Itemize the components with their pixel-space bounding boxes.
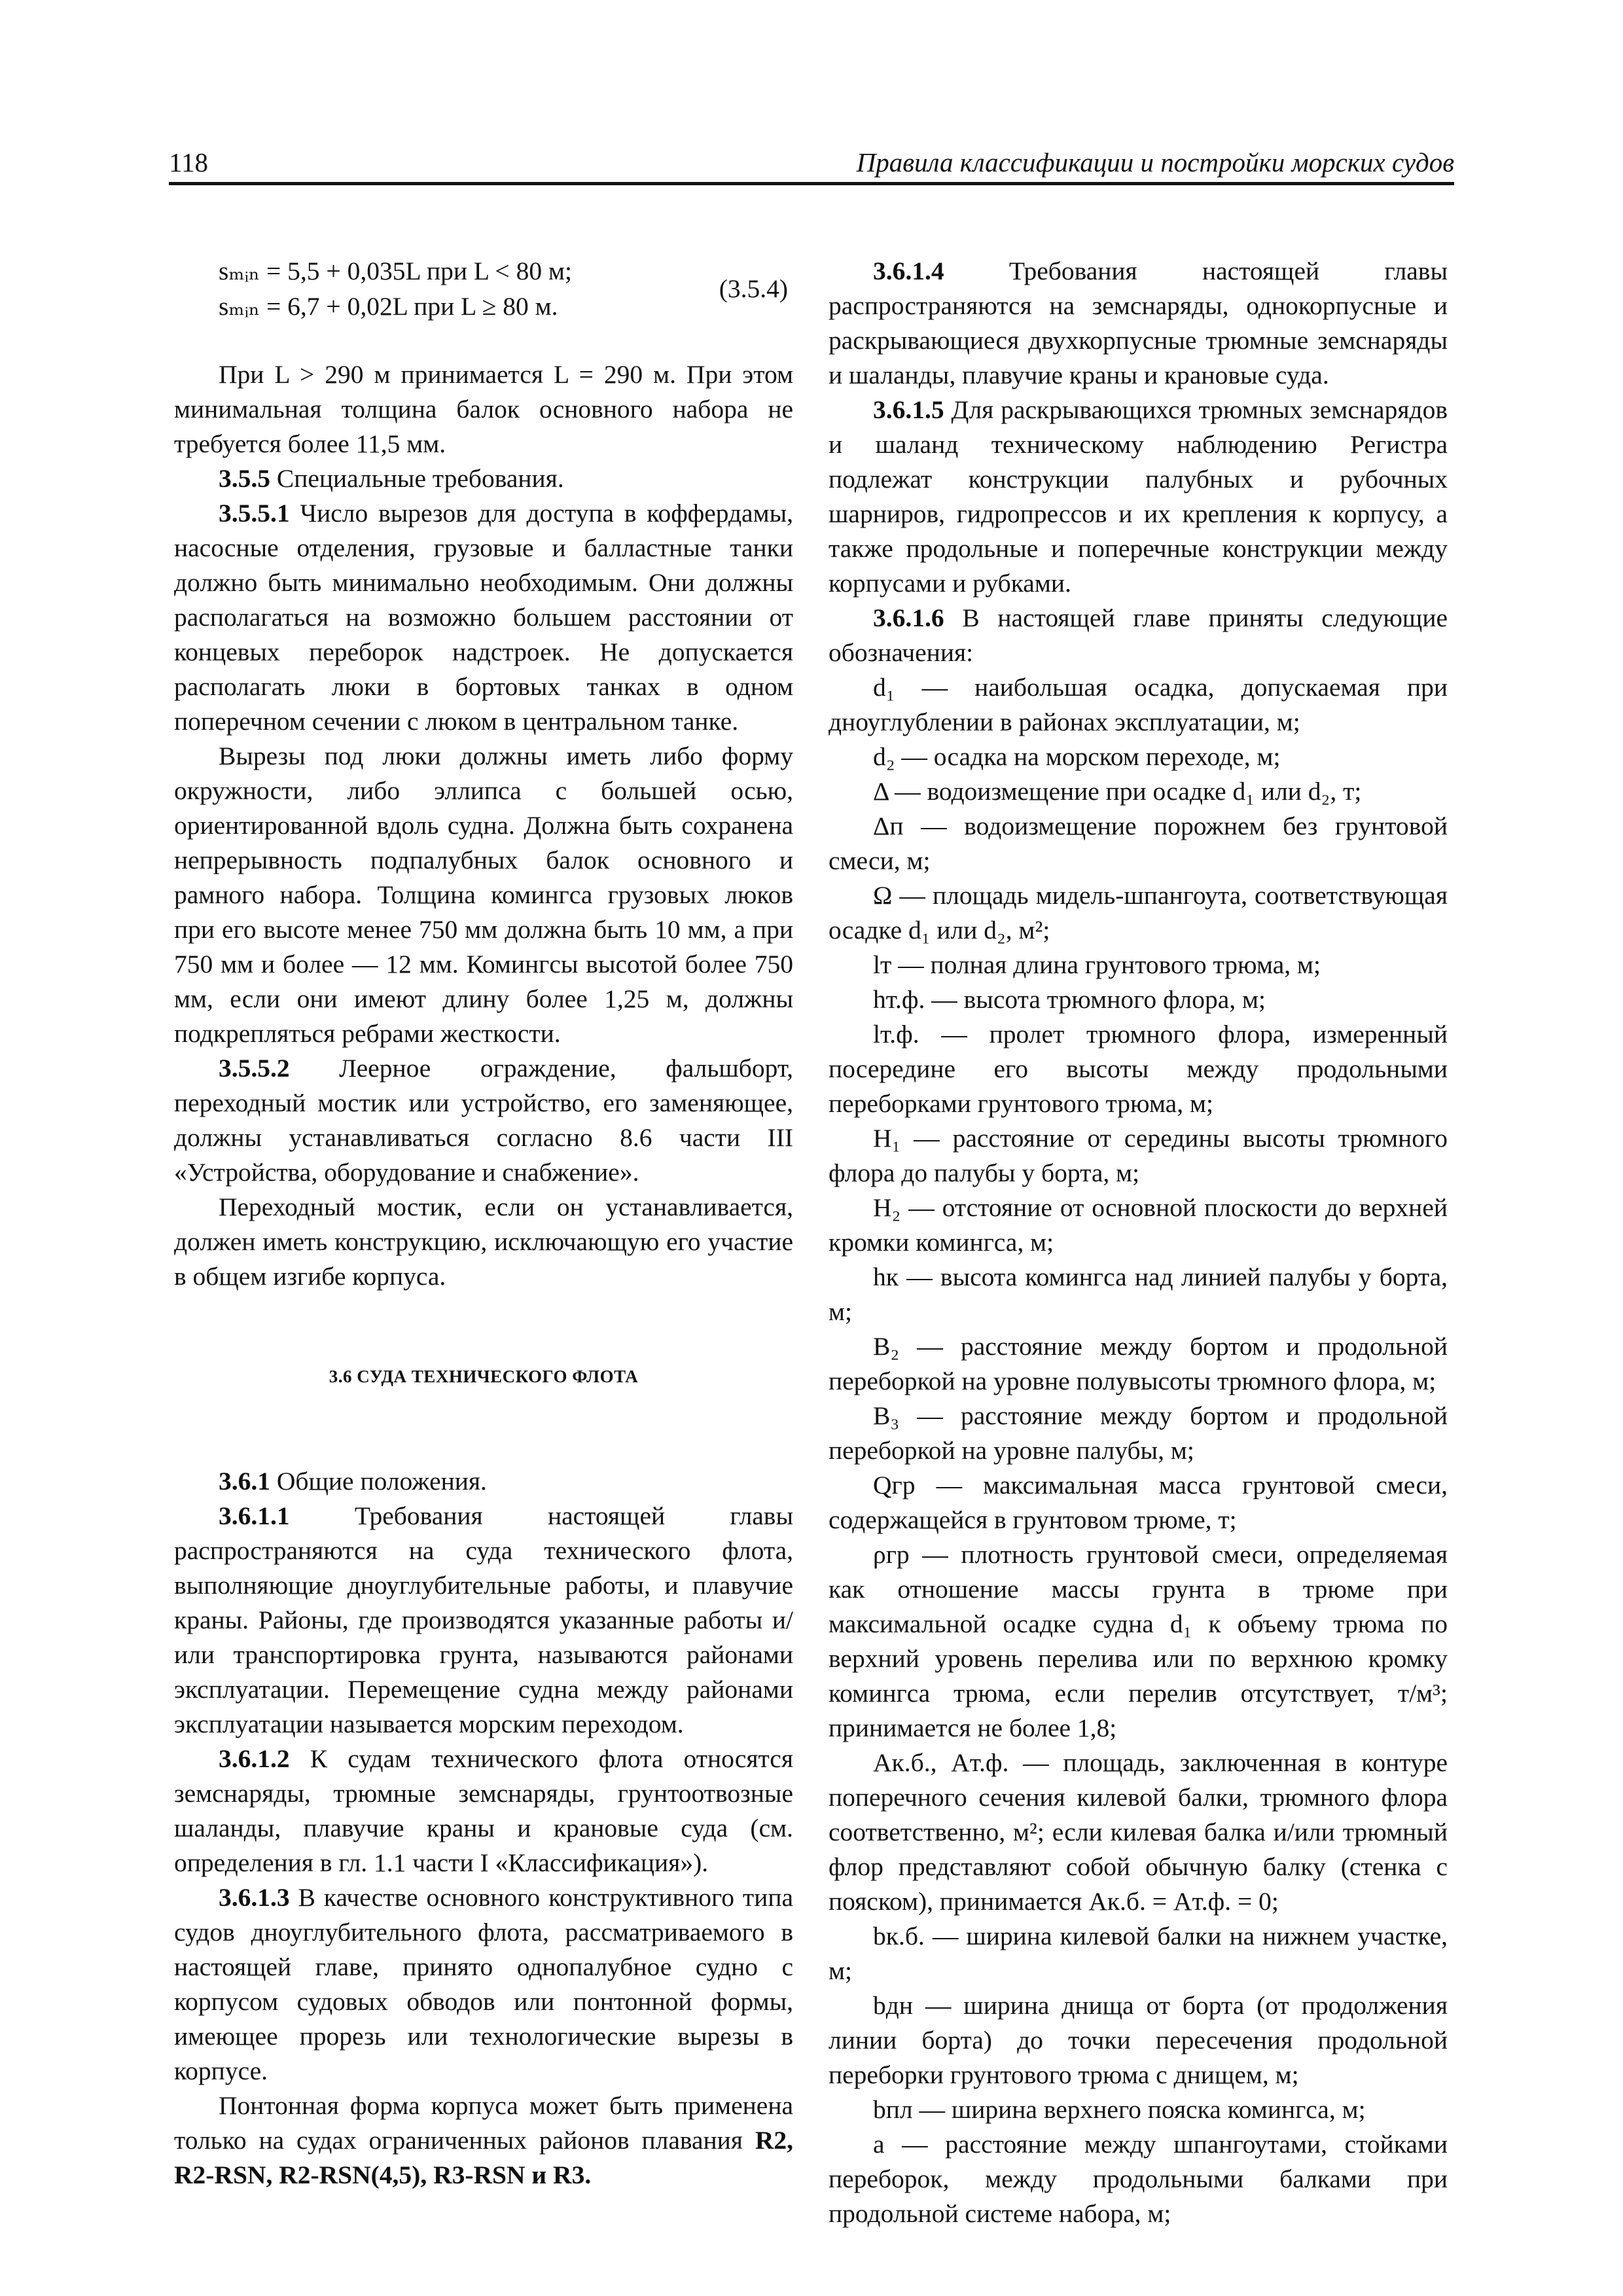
clause-text: В качестве основного конструктивного типа судов дноуглубительного флота, рассматриваемого в настоящей главе, принято однопалубное судно с корпусом судовых обводов или понтонной формы, имеющее прорезь или технологические вырезы в корпусе.: [174, 1883, 793, 2085]
formula-3-5-4: [174, 254, 793, 327]
clause-text: Требования настоящей главы распространяются на земснаряды, однокорпусные и раскрывающиеся двухкорпусные трюмные земснаряды и шаланды, плавучие краны и крановые суда.: [829, 257, 1448, 389]
paragraph-3-6-1-1: [174, 1499, 793, 1742]
definition-item: Ω — площадь мидель-шпангоута, соответствующая осадке d₁ или d₂, м²;: [829, 881, 1448, 944]
clause-text: Число вырезов для доступа в коффердамы, насосные отделения, грузовые и балластные танки должно быть минимально необходимым. Они должны располагаться на возможно большем расстоянии от концевых переборок надстроек. Не допускается располагать люки в бортовых танках в одном поперечном сечении с люком в центральном танке.: [174, 499, 793, 736]
formula-line-1: sₘᵢₙ = 5,5 + 0,035L при L < 80 м;: [219, 257, 572, 285]
definition-item: lт.ф. — пролет трюмного флора, измеренный посередине его высоты между продольными переборками грунтового трюма, м;: [829, 1020, 1448, 1118]
clause-text: К судам технического флота относятся земснаряды, трюмные земснаряды, грунтоотвозные шаланды, плавучие краны и крановые суда (см. определения в гл. 1.1 части I «Классификация»).: [174, 1744, 793, 1877]
definition-item: Δп — водоизмещение порожнем без грунтовой смеси, м;: [829, 812, 1448, 875]
paragraph-3-6-1-4: [829, 254, 1448, 393]
clause-text: Леерное ограждение, фальшборт, переходный мостик или устройство, его заменяющее, должны устанавливаться согласно 8.6 части III «Устройства, оборудование и снабжение».: [174, 1054, 793, 1187]
clause-text: Для раскрывающихся трюмных земснарядов и шаланд техническому наблюдению Регистра подлежат конструкции палубных и рубочных шарниров, гидропрессов и их крепления к корпусу, а также продольные и поперечные конструкции между корпусами и рубками.: [829, 395, 1448, 598]
paragraph-length-limit: При L > 290 м принимается L = 290 м. При этом минимальная толщина балок основного набора не требуется более 11,5 мм.: [174, 360, 793, 458]
formula-number: (3.5.4): [719, 274, 788, 303]
definition-item: Δ — водоизмещение при осадке d₁ или d₂, т;: [873, 777, 1362, 806]
navigation-area-classes: R2, R2-RSN, R2-RSN(4,5), R3-RSN и R3.: [174, 2126, 793, 2189]
clause-number: 3.5.5.1: [219, 499, 290, 528]
paragraph-gangway: Переходный мостик, если он устанавливается, должен иметь конструкцию, исключающую его участие в общем изгибе корпуса.: [174, 1193, 793, 1291]
running-title: Правила классификации и постройки морских судов: [856, 147, 1454, 177]
definition-item: H₁ — расстояние от середины высоты трюмного флора до палубы у борта, м;: [829, 1124, 1448, 1187]
definition-item: Qгр — максимальная масса грунтовой смеси, содержащейся в грунтовом трюме, т;: [829, 1471, 1448, 1534]
paragraph-3-6-1-2: [174, 1742, 793, 1880]
paragraph-3-6-1-3: [174, 1880, 793, 2089]
clause-number: 3.6.1.2: [219, 1744, 290, 1773]
clause-number: 3.6.1: [219, 1467, 270, 1496]
page-header: [169, 143, 1454, 185]
clause-number: 3.6.1.6: [873, 603, 944, 632]
definition-item: hк — высота комингса над линией палубы у борта, м;: [829, 1263, 1448, 1326]
definition-item: Aк.б., Aт.ф. — площадь, заключенная в контуре поперечного сечения килевой балки, трюмного флора соответственно, м²; если килевая балка и/или трюмный флор представляют собой обычную балку (стенка с пояском), принимается Aк.б. = Aт.ф. = 0;: [829, 1748, 1448, 1916]
heading-3-6-1: [174, 1464, 793, 1499]
clause-number: 3.5.5: [219, 464, 270, 493]
paragraph-3-6-1-5: [829, 393, 1448, 601]
definition-item: H₂ — отстояние от основной плоскости до верхней кромки комингса, м;: [829, 1193, 1448, 1257]
paragraph-3-5-5-2: [174, 1051, 793, 1190]
page-number: 118: [169, 147, 208, 177]
definition-item: bк.б. — ширина килевой балки на нижнем участке, м;: [829, 1922, 1448, 1985]
clause-text: В настоящей главе приняты следующие обозначения:: [829, 603, 1448, 667]
clause-number: 3.6.1.1: [219, 1501, 290, 1530]
paragraph-3-5-5-1: [174, 496, 793, 739]
clause-title: Общие положения.: [270, 1467, 487, 1496]
paragraph-pontoon-form: [174, 2089, 793, 2193]
definition-item: lт — полная длина грунтового трюма, м;: [873, 950, 1321, 979]
definition-item: bпл — ширина верхнего пояска комингса, м;: [873, 2095, 1366, 2124]
definition-item: B₂ — расстояние между бортом и продольной переборкой на уровне полувысоты трюмного флора, м;: [829, 1332, 1448, 1395]
clause-number: 3.6.1.4: [873, 257, 944, 285]
clause-number: 3.6.1.5: [873, 395, 944, 424]
pontoon-text: Понтонная форма корпуса может быть применена только на судах ограниченных районов плавания: [174, 2091, 793, 2155]
clause-title: Специальные требования.: [270, 464, 564, 493]
clause-number: 3.5.5.2: [219, 1054, 290, 1083]
clause-number: 3.6.1.3: [219, 1883, 290, 1912]
definition-item: a — расстояние между шпангоутами, стойками переборок, между продольными балками при продольной системе набора, м;: [829, 2130, 1448, 2228]
heading-3-5-5: [174, 461, 793, 496]
left-column: [174, 254, 793, 2193]
definition-item: d₁ — наибольшая осадка, допускаемая при дноуглублении в районах эксплуатации, м;: [829, 673, 1448, 736]
section-heading-3-6: 3.6 СУДА ТЕХНИЧЕСКОГО ФЛОТА: [329, 1367, 639, 1386]
definition-item: ρгр — плотность грунтовой смеси, определяемая как отношение массы грунта в трюме при максимальной осадке судна d₁ к объему трюма по верхний уровень перелива или по верхнюю кромку комингса трюма, если перелив отсутствует, т/м³; принимается не более 1,8;: [829, 1540, 1448, 1742]
clause-text: Требования настоящей главы распространяются на суда технического флота, выполняющие дноуглубительные работы, и плавучие краны. Районы, где производятся указанные работы и/или транспортировка грунта, называются районами эксплуатации. Перемещение судна между районами эксплуатации называется морским переходом.: [174, 1501, 793, 1738]
paragraph-3-6-1-6: [829, 601, 1448, 670]
definition-item: bдн — ширина днища от борта (от продолжения линии борта) до точки пересечения продольной переборки грунтового трюма с днищем, м;: [829, 1991, 1448, 2089]
formula-line-2: sₘᵢₙ = 6,7 + 0,02L при L ≥ 80 м.: [219, 292, 558, 321]
definition-item: B₃ — расстояние между бортом и продольной переборкой на уровне палубы, м;: [829, 1401, 1448, 1465]
paragraph-hatch-cutouts: Вырезы под люки должны иметь либо форму окружности, либо эллипса с большей осью, ориентированной вдоль судна. Должна быть сохранена непрерывность подпалубных балок основного и рамного набора. Толщина комингса грузовых люков при его высоте менее 750 мм должна быть 10 мм, а при 750 мм и более — 12 мм. Комингсы высотой более 750 мм, если они имеют длину более 1,25 м, должны подкрепляться ребрами жесткости.: [174, 742, 793, 1048]
right-column: [829, 254, 1448, 2231]
definition-item: hт.ф. — высота трюмного флора, м;: [873, 985, 1266, 1014]
definition-item: d₂ — осадка на морском переходе, м;: [873, 742, 1281, 771]
